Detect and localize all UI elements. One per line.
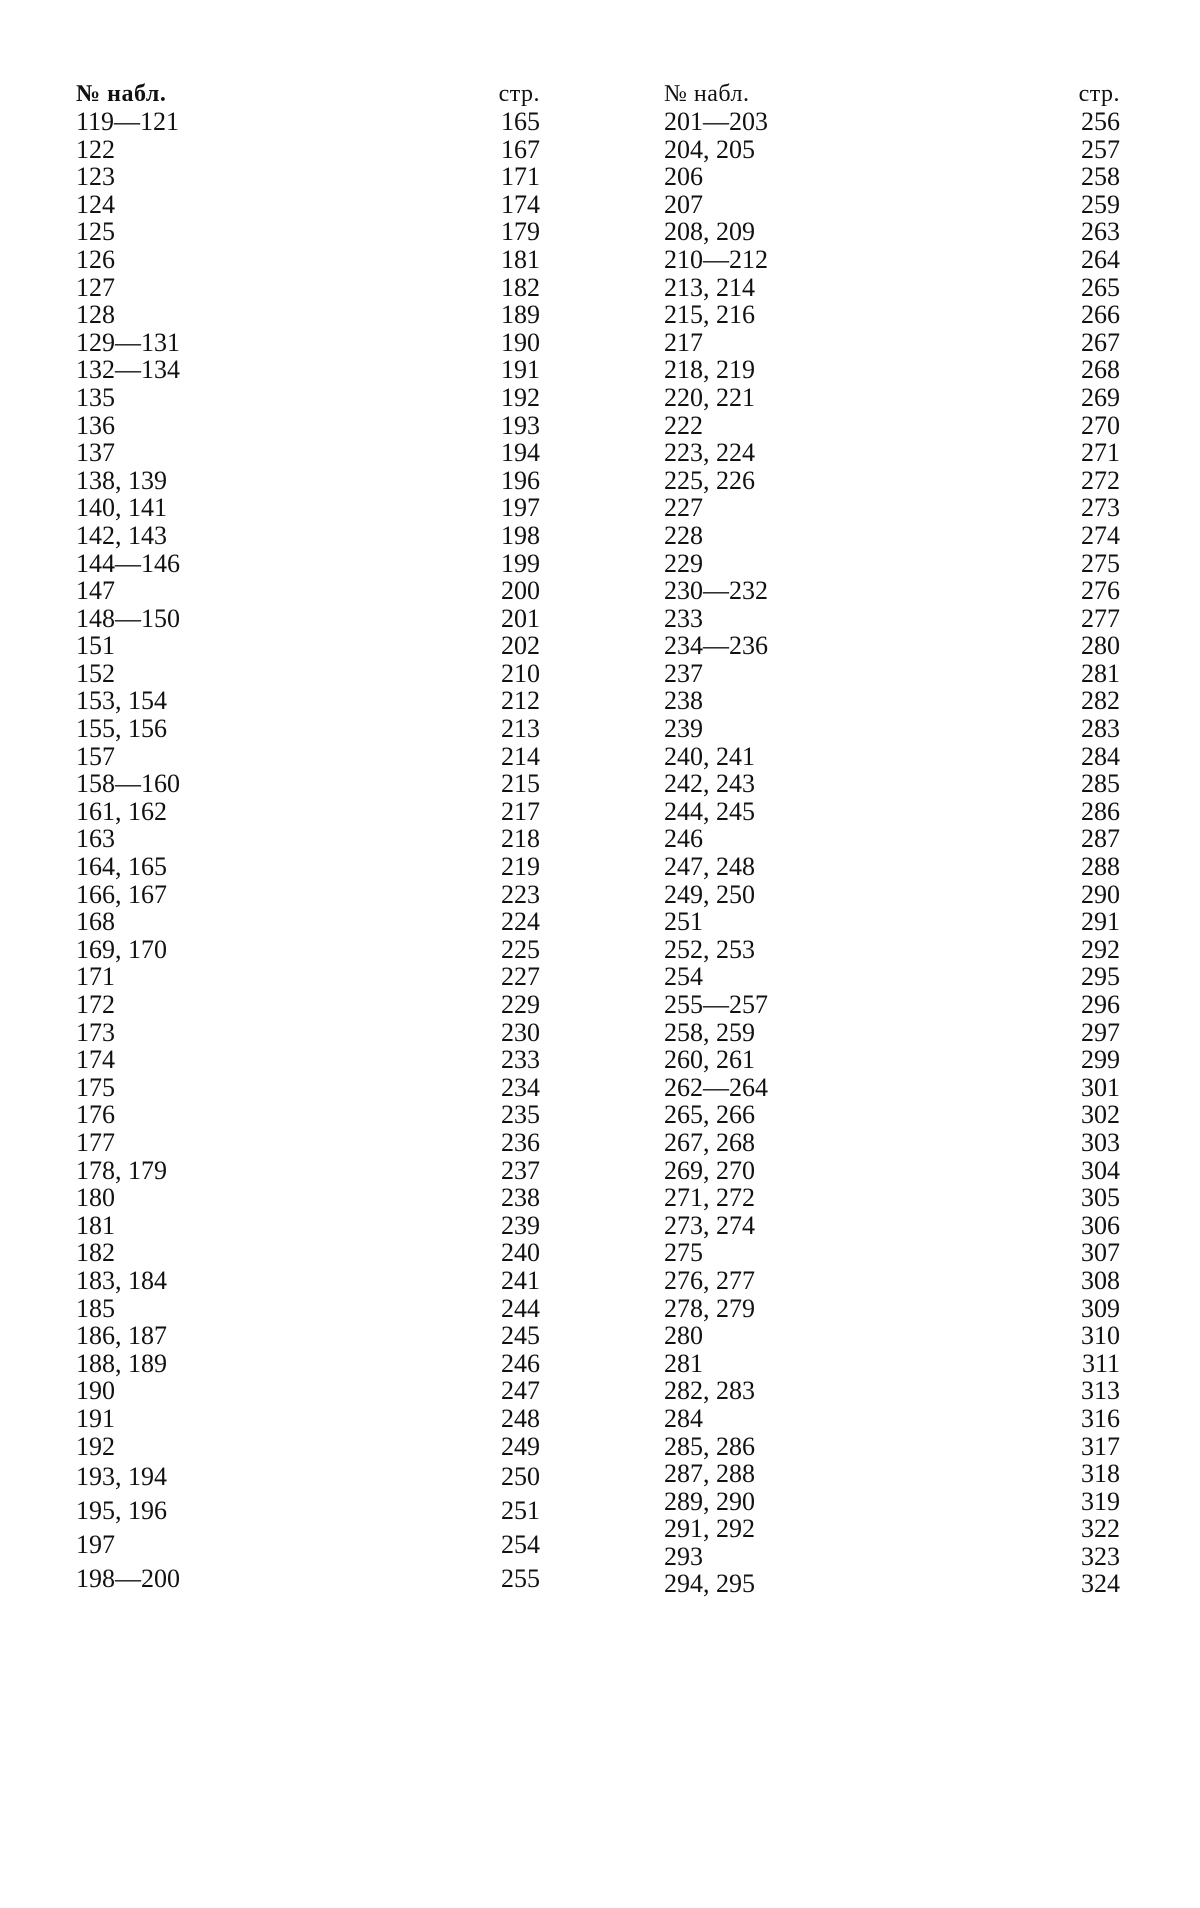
right-page-entry: 265 — [1081, 272, 1120, 302]
left-observation-entry: 161, 162 — [76, 796, 167, 826]
left-page-entry: 167 — [501, 134, 540, 164]
left-page-entry: 239 — [501, 1210, 540, 1240]
right-observation-entry: 281 — [664, 1348, 703, 1378]
right-page-entry: 318 — [1081, 1459, 1120, 1489]
right-page-entry: 310 — [1081, 1321, 1120, 1351]
right-page-entry: 269 — [1081, 382, 1120, 412]
right-page-entry: 324 — [1081, 1569, 1120, 1599]
left-page-entry: 241 — [501, 1265, 540, 1295]
right-observation-entry: 227 — [664, 493, 703, 523]
left-page-entry: 215 — [501, 769, 540, 799]
left-observation-entry: 198—200 — [76, 1564, 180, 1594]
right-page-entry: 272 — [1081, 465, 1120, 495]
right-observation-entry: 237 — [664, 658, 703, 688]
left-observation-entry: 185 — [76, 1293, 115, 1323]
left-observation-entry: 155, 156 — [76, 714, 167, 744]
left-page-entry: 171 — [501, 162, 540, 192]
left-observation-entry: 169, 170 — [76, 934, 167, 964]
right-page-entry: 316 — [1081, 1403, 1120, 1433]
right-observation-entry: 210—212 — [664, 244, 768, 274]
left-observation-entry: 140, 141 — [76, 493, 167, 523]
right-page-entry: 288 — [1081, 852, 1120, 882]
left-page-entry: 238 — [501, 1183, 540, 1213]
left-page-entry: 192 — [501, 382, 540, 412]
left-page-entry: 250 — [501, 1462, 540, 1492]
right-page-entry: 277 — [1081, 603, 1120, 633]
right-observation-entry: 269, 270 — [664, 1155, 755, 1185]
left-observation-entry: 148—150 — [76, 603, 180, 633]
right-page-entry: 304 — [1081, 1155, 1120, 1185]
right-page-entry: 290 — [1081, 879, 1120, 909]
left-page-entry: 214 — [501, 741, 540, 771]
right-page-entry: 268 — [1081, 355, 1120, 385]
left-page-entry: 246 — [501, 1348, 540, 1378]
left-page-entry: 194 — [501, 438, 540, 468]
right-observation-entry: 293 — [664, 1541, 703, 1571]
left-observation-entry: 166, 167 — [76, 879, 167, 909]
right-page-entry: 313 — [1081, 1376, 1120, 1406]
right-observation-entry: 291, 292 — [664, 1514, 755, 1544]
right-page-entry: 305 — [1081, 1183, 1120, 1213]
right-page-entry: 264 — [1081, 244, 1120, 274]
right-observation-entry: 217 — [664, 327, 703, 357]
left-page-entry: 165 — [501, 107, 540, 136]
right-page-entry: 317 — [1081, 1431, 1120, 1461]
left-observation-entry: 136 — [76, 410, 115, 440]
left-observation-entry: 152 — [76, 658, 115, 688]
right-page-entry: 297 — [1081, 1017, 1120, 1047]
left-page-entry: 248 — [501, 1403, 540, 1433]
right-observation-entry: 294, 295 — [664, 1569, 755, 1599]
left-page-entry: 227 — [501, 962, 540, 992]
left-observation-entry: 197 — [76, 1530, 115, 1560]
right-observation-entry: 239 — [664, 714, 703, 744]
left-page-entry: 223 — [501, 879, 540, 909]
right-page-entry: 322 — [1081, 1514, 1120, 1544]
left-page-entry: 240 — [501, 1238, 540, 1268]
right-page-entry: 295 — [1081, 962, 1120, 992]
right-observation-entry: 223, 224 — [664, 438, 755, 468]
left-page-entry: 251 — [501, 1496, 540, 1526]
right-page-entry: 282 — [1081, 686, 1120, 716]
left-observation-entry: 168 — [76, 907, 115, 937]
left-observation-entry: 192 — [76, 1431, 115, 1461]
right-observation-entry: 282, 283 — [664, 1376, 755, 1406]
right-observation-entry: 228 — [664, 520, 703, 550]
right-page-entry: 259 — [1081, 189, 1120, 219]
right-observation-entry: 238 — [664, 686, 703, 716]
right-page-entry: 285 — [1081, 769, 1120, 799]
left-page-header: стр. — [498, 81, 540, 107]
left-observation-entry: 183, 184 — [76, 1265, 167, 1295]
left-page-entry: 236 — [501, 1127, 540, 1157]
right-observation-entry: 240, 241 — [664, 741, 755, 771]
right-page-entry: 309 — [1081, 1293, 1120, 1323]
left-observation-entry: 147 — [76, 576, 115, 606]
right-observation-entry: 249, 250 — [664, 879, 755, 909]
right-page-entry: 323 — [1081, 1541, 1120, 1571]
left-observation-entry: 177 — [76, 1127, 115, 1157]
left-observation-entry: 174 — [76, 1045, 115, 1075]
left-observation-entry: 157 — [76, 741, 115, 771]
right-observation-entry: 213, 214 — [664, 272, 755, 302]
right-observation-entry: 285, 286 — [664, 1431, 755, 1461]
right-observation-entry: 267, 268 — [664, 1127, 755, 1157]
right-observation-header: № набл. — [664, 81, 750, 107]
right-observation-entry: 265, 266 — [664, 1100, 755, 1130]
left-page-entry: 225 — [501, 934, 540, 964]
left-page-entry: 247 — [501, 1376, 540, 1406]
left-page-entry: 229 — [501, 990, 540, 1019]
left-observation-entry: 195, 196 — [76, 1496, 167, 1526]
right-observation-entry: 222 — [664, 410, 703, 440]
left-page-entry: 244 — [501, 1293, 540, 1323]
left-observation-entry: 128 — [76, 300, 115, 330]
right-page-entry: 287 — [1081, 824, 1120, 854]
right-page-entry: 301 — [1081, 1072, 1120, 1102]
left-page-entry: 249 — [501, 1431, 540, 1461]
left-page-entry: 196 — [501, 465, 540, 495]
left-observation-header: № набл. — [76, 81, 167, 107]
left-observation-entry: 137 — [76, 438, 115, 468]
right-observation-entry: 230—232 — [664, 576, 768, 606]
right-page-header: стр. — [1078, 81, 1120, 107]
left-observation-entry: 164, 165 — [76, 852, 167, 882]
right-page-entry: 319 — [1081, 1486, 1120, 1516]
left-page-entry: 190 — [501, 327, 540, 357]
left-page-column — [470, 80, 540, 1596]
left-observation-entry: 142, 143 — [76, 520, 167, 550]
left-page-entry: 198 — [501, 520, 540, 550]
right-page-entry: 284 — [1081, 741, 1120, 771]
right-page-entry: 267 — [1081, 327, 1120, 357]
right-page-entry: 270 — [1081, 410, 1120, 440]
right-page-entry: 274 — [1081, 520, 1120, 550]
left-page-entry: 191 — [501, 355, 540, 385]
right-page-entry: 263 — [1081, 217, 1120, 247]
right-page-entry: 303 — [1081, 1127, 1120, 1157]
right-page-entry: 296 — [1081, 990, 1120, 1019]
right-page-column — [1050, 80, 1120, 1598]
left-observation-entry: 122 — [76, 134, 115, 164]
left-observation-entry: 190 — [76, 1376, 115, 1406]
left-page-entry: 235 — [501, 1100, 540, 1130]
right-observation-entry: 252, 253 — [664, 934, 755, 964]
left-observation-entry: 186, 187 — [76, 1321, 167, 1351]
left-observation-entry: 178, 179 — [76, 1155, 167, 1185]
left-page-entry: 219 — [501, 852, 540, 882]
right-observation-entry: 271, 272 — [664, 1183, 755, 1213]
left-page-entry: 179 — [501, 217, 540, 247]
right-observation-entry: 287, 288 — [664, 1459, 755, 1489]
right-page-entry: 311 — [1081, 1348, 1120, 1378]
right-observation-entry: 229 — [664, 548, 703, 578]
left-page-entry: 255 — [501, 1564, 540, 1594]
left-observation-entry: 129—131 — [76, 327, 180, 357]
left-observation-entry: 175 — [76, 1072, 115, 1102]
left-page-entry: 218 — [501, 824, 540, 854]
right-observation-entry: 273, 274 — [664, 1210, 755, 1240]
right-observation-list — [664, 108, 984, 1598]
left-observation-entry: 188, 189 — [76, 1348, 167, 1378]
left-page-entry: 234 — [501, 1072, 540, 1102]
left-observation-entry: 182 — [76, 1238, 115, 1268]
left-page-entry: 213 — [501, 714, 540, 744]
left-page-entry: 212 — [501, 686, 540, 716]
left-observation-list — [76, 108, 376, 1596]
right-page-entry: 299 — [1081, 1045, 1120, 1075]
left-observation-entry: 144—146 — [76, 548, 180, 578]
right-observation-entry: 246 — [664, 824, 703, 854]
right-observation-entry: 204, 205 — [664, 134, 755, 164]
left-page-entry: 200 — [501, 576, 540, 606]
left-page-entry: 197 — [501, 493, 540, 523]
right-observation-entry: 251 — [664, 907, 703, 937]
right-page-entry: 302 — [1081, 1100, 1120, 1130]
right-observation-entry: 258, 259 — [664, 1017, 755, 1047]
left-observation-entry: 171 — [76, 962, 115, 992]
right-page-entry: 306 — [1081, 1210, 1120, 1240]
left-page-entry: 217 — [501, 796, 540, 826]
right-observation-entry: 208, 209 — [664, 217, 755, 247]
left-page-list — [470, 108, 540, 1596]
right-page-entry: 283 — [1081, 714, 1120, 744]
left-observation-entry: 151 — [76, 631, 115, 661]
left-observation-entry: 123 — [76, 162, 115, 192]
left-observation-entry: 126 — [76, 244, 115, 274]
left-observation-entry: 125 — [76, 217, 115, 247]
left-page-entry: 181 — [501, 244, 540, 274]
left-observation-entry: 191 — [76, 1403, 115, 1433]
right-page-entry: 307 — [1081, 1238, 1120, 1268]
right-observation-entry: 218, 219 — [664, 355, 755, 385]
right-observation-entry: 280 — [664, 1321, 703, 1351]
right-observation-entry: 207 — [664, 189, 703, 219]
left-observation-entry: 153, 154 — [76, 686, 167, 716]
left-observation-column — [76, 80, 376, 1596]
right-observation-entry: 260, 261 — [664, 1045, 755, 1075]
right-page-entry: 258 — [1081, 162, 1120, 192]
left-observation-entry: 138, 139 — [76, 465, 167, 495]
right-observation-entry: 220, 221 — [664, 382, 755, 412]
left-page-entry: 237 — [501, 1155, 540, 1185]
left-page-entry: 224 — [501, 907, 540, 937]
right-page-entry: 291 — [1081, 907, 1120, 937]
left-page-entry: 182 — [501, 272, 540, 302]
right-page-entry: 286 — [1081, 796, 1120, 826]
right-observation-entry: 275 — [664, 1238, 703, 1268]
left-observation-entry: 163 — [76, 824, 115, 854]
right-observation-entry: 225, 226 — [664, 465, 755, 495]
right-page-list — [1050, 108, 1120, 1598]
left-page-entry: 201 — [501, 603, 540, 633]
right-observation-entry: 254 — [664, 962, 703, 992]
left-page-entry: 174 — [501, 189, 540, 219]
right-observation-entry: 247, 248 — [664, 852, 755, 882]
right-page-entry: 256 — [1081, 107, 1120, 136]
right-page-entry: 292 — [1081, 934, 1120, 964]
right-observation-entry: 215, 216 — [664, 300, 755, 330]
left-page-entry: 254 — [501, 1530, 540, 1560]
right-page-entry: 281 — [1081, 658, 1120, 688]
right-page-entry: 271 — [1081, 438, 1120, 468]
right-observation-entry: 278, 279 — [664, 1293, 755, 1323]
left-observation-entry: 127 — [76, 272, 115, 302]
right-observation-entry: 242, 243 — [664, 769, 755, 799]
left-observation-entry: 132—134 — [76, 355, 180, 385]
left-observation-entry: 172 — [76, 990, 115, 1019]
left-page-entry: 193 — [501, 410, 540, 440]
right-observation-entry: 262—264 — [664, 1072, 768, 1102]
right-page-entry: 266 — [1081, 300, 1120, 330]
right-page-entry: 257 — [1081, 134, 1120, 164]
right-page-entry: 308 — [1081, 1265, 1120, 1295]
left-page-entry: 245 — [501, 1321, 540, 1351]
left-page-entry: 199 — [501, 548, 540, 578]
right-observation-entry: 233 — [664, 603, 703, 633]
right-page-entry: 273 — [1081, 493, 1120, 523]
left-observation-entry: 176 — [76, 1100, 115, 1130]
left-observation-entry: 173 — [76, 1017, 115, 1047]
left-observation-entry: 119—121 — [76, 107, 180, 136]
right-observation-entry: 206 — [664, 162, 703, 192]
left-page-entry: 189 — [501, 300, 540, 330]
right-observation-entry: 201—203 — [664, 107, 768, 136]
left-observation-entry: 181 — [76, 1210, 115, 1240]
right-observation-entry: 255—257 — [664, 990, 768, 1019]
right-observation-entry: 244, 245 — [664, 796, 755, 826]
left-observation-entry: 135 — [76, 382, 115, 412]
right-observation-entry: 284 — [664, 1403, 703, 1433]
left-page-entry: 233 — [501, 1045, 540, 1075]
right-observation-column — [664, 80, 984, 1598]
left-observation-entry: 193, 194 — [76, 1462, 167, 1492]
right-observation-entry: 276, 277 — [664, 1265, 755, 1295]
left-page-entry: 202 — [501, 631, 540, 661]
left-page-entry: 230 — [501, 1017, 540, 1047]
right-page-entry: 276 — [1081, 576, 1120, 606]
right-page-entry: 280 — [1081, 631, 1120, 661]
right-page-entry: 275 — [1081, 548, 1120, 578]
right-observation-entry: 289, 290 — [664, 1486, 755, 1516]
left-page-entry: 210 — [501, 658, 540, 688]
left-observation-entry: 158—160 — [76, 769, 180, 799]
left-observation-entry: 180 — [76, 1183, 115, 1213]
right-observation-entry: 234—236 — [664, 631, 768, 661]
left-observation-entry: 124 — [76, 189, 115, 219]
